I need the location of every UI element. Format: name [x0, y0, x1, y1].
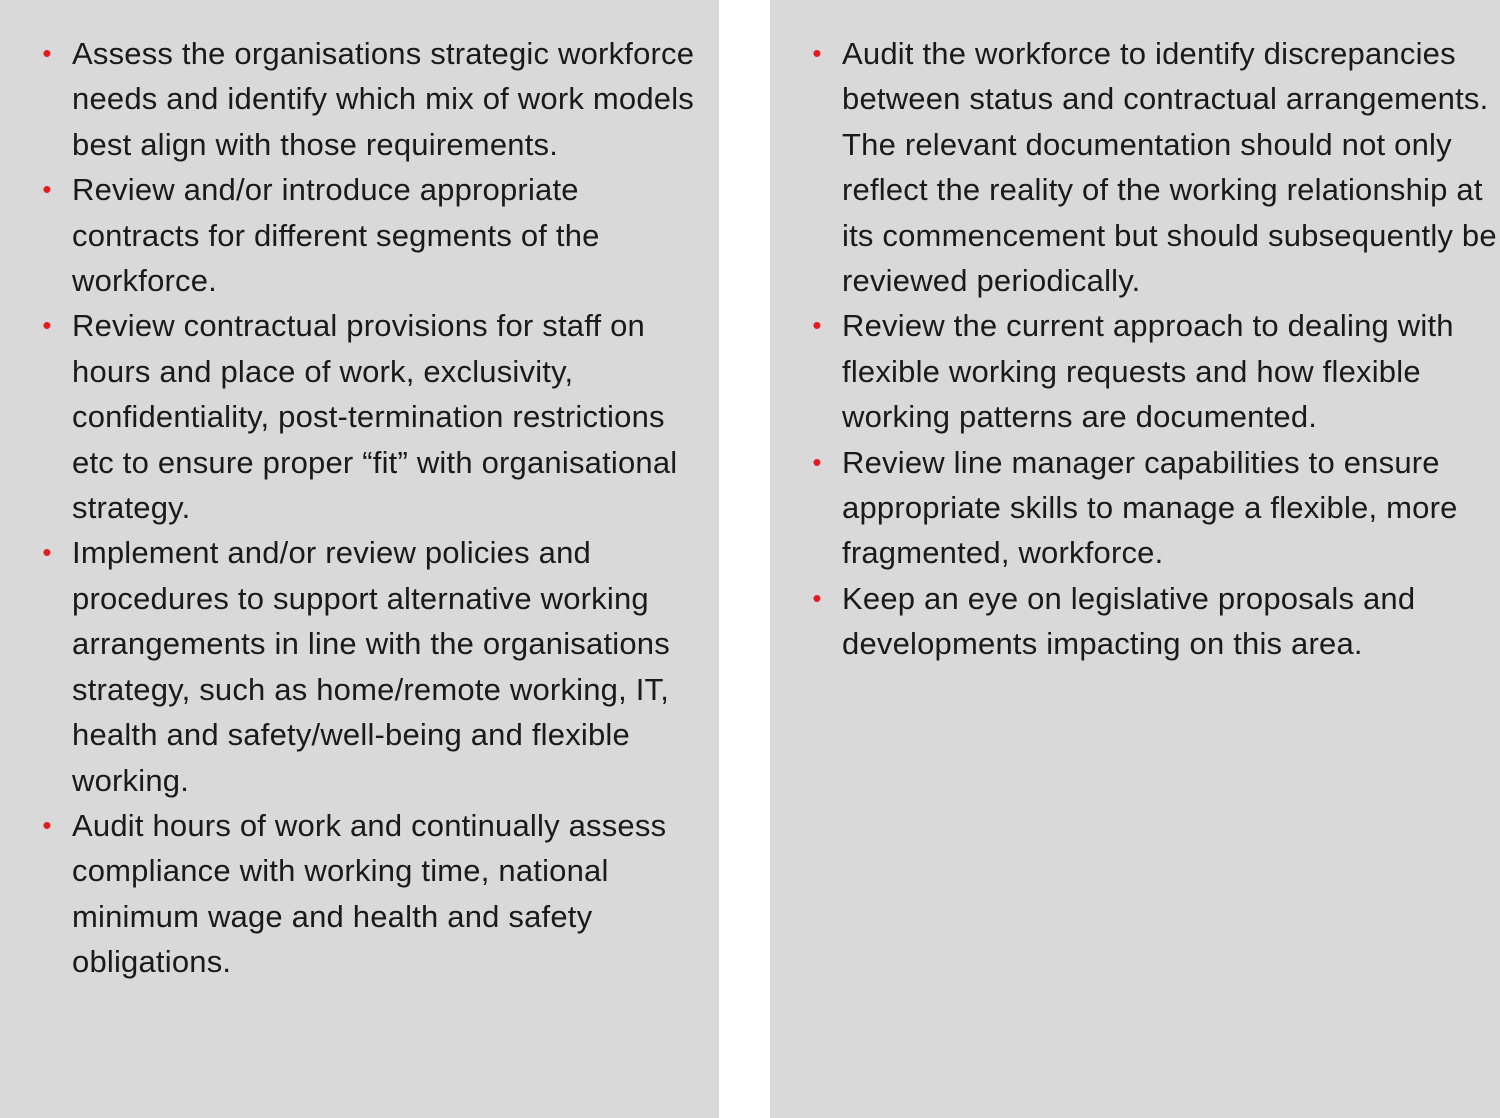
- list-item-text: Audit the workforce to identify discrepancies between status and contractual arrangements. The relevant documentation should not only reflect the reality of the working relationship at its commencement but should subsequently be reviewed periodically.: [842, 36, 1497, 299]
- list-item-text: Review the current approach to dealing with flexible working requests and how flexible working patterns are documented.: [842, 308, 1454, 435]
- right-bullet-list: [810, 31, 1500, 667]
- list-item: [40, 303, 700, 530]
- right-panel: [770, 0, 1500, 1118]
- list-item: [40, 167, 700, 303]
- list-item: [40, 530, 700, 802]
- list-item: [810, 440, 1500, 576]
- bullet-icon: •: [812, 310, 822, 341]
- list-item-text: Audit hours of work and continually assess compliance with working time, national minimum wage and health and safety obligations.: [72, 807, 667, 980]
- list-item-text: Keep an eye on legislative proposals and developments impacting on this area.: [842, 580, 1416, 662]
- bullet-icon: •: [812, 582, 822, 613]
- list-item-text: Review line manager capabilities to ensure appropriate skills to manage a flexible, more fragmented, workforce.: [842, 444, 1458, 571]
- bullet-icon: •: [42, 809, 52, 840]
- list-item: [40, 31, 700, 167]
- list-item: [810, 303, 1500, 439]
- bullet-icon: •: [42, 38, 52, 68]
- left-bullet-list: [40, 31, 700, 985]
- left-panel: [0, 0, 719, 1118]
- list-item-text: Implement and/or review policies and procedures to support alternative working arrangements in line with the organisations strategy, such as home/remote working, IT, health and safety/well-being and flexible working.: [72, 535, 670, 798]
- bullet-icon: •: [42, 537, 52, 568]
- bullet-icon: •: [42, 174, 52, 205]
- list-item: [810, 576, 1500, 667]
- list-item-text: Assess the organisations strategic workforce needs and identify which mix of work models best align with those requirements.: [72, 36, 695, 162]
- bullet-icon: •: [812, 38, 822, 68]
- bullet-icon: •: [812, 446, 822, 477]
- list-item-text: Review and/or introduce appropriate contracts for different segments of the workforce.: [72, 172, 600, 299]
- list-item-text: Review contractual provisions for staff on hours and place of work, exclusivity, confidentiality, post-termination restrictions etc to ensure proper “fit” with organisational strategy.: [72, 308, 678, 526]
- list-item: [810, 31, 1500, 303]
- bullet-icon: •: [42, 310, 52, 341]
- list-item: [40, 803, 700, 985]
